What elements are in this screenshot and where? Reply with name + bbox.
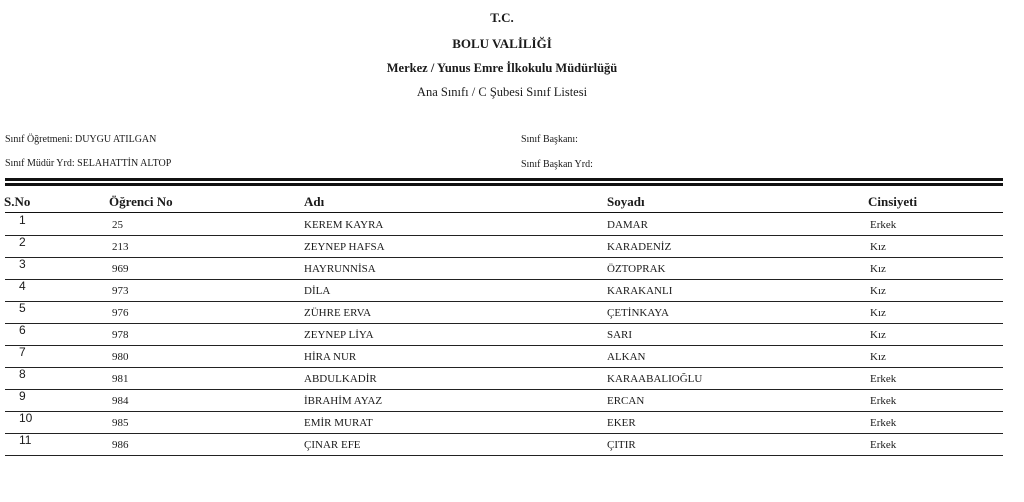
row-student-no: 969 [112, 263, 129, 275]
row-name: KEREM KAYRA [304, 219, 384, 231]
row-student-no: 985 [112, 417, 129, 429]
row-gender: Kız [870, 329, 886, 341]
row-name: İBRAHİM AYAZ [304, 395, 383, 407]
row-surname: EKER [607, 417, 636, 429]
row-sno: 11 [19, 433, 32, 447]
header-line-list-title: Ana Sınıfı / C Şubesi Sınıf Listesi [416, 85, 588, 99]
row-name: DİLA [304, 285, 331, 297]
column-header-surname: Soyadı [607, 194, 645, 209]
table-row [5, 213, 1003, 236]
table-row [5, 367, 1003, 390]
header-rule-top [5, 178, 1003, 181]
header-rule-second [5, 183, 1003, 186]
row-sno: 9 [19, 389, 26, 403]
row-name: HİRA NUR [304, 351, 357, 363]
column-header-sno: S.No [4, 194, 31, 209]
row-surname: KARAABALIOĞLU [607, 373, 703, 385]
header-line-tc: T.C. [490, 10, 514, 25]
row-sno: 7 [19, 345, 26, 359]
row-sno: 5 [19, 301, 26, 315]
header-line-governorship: BOLU VALİLİĞİ [452, 36, 552, 51]
row-surname: SARI [607, 329, 633, 341]
table-row [5, 345, 1003, 368]
row-student-no: 25 [112, 219, 123, 231]
teacher-label: Sınıf Öğretmeni: DUYGU ATILGAN [5, 134, 157, 145]
row-surname: ÇETİNKAYA [607, 307, 669, 319]
row-name: HAYRUNNİSA [304, 263, 376, 275]
row-gender: Kız [870, 285, 886, 297]
row-sno: 8 [19, 367, 26, 381]
table-row [5, 433, 1003, 456]
column-header-student-no: Öğrenci No [109, 194, 173, 209]
row-student-no: 978 [112, 329, 129, 341]
table-row [5, 389, 1003, 412]
row-gender: Erkek [870, 439, 897, 451]
class-president-label: Sınıf Başkanı: [521, 134, 578, 145]
row-surname: ÇITIR [607, 439, 636, 451]
row-gender: Kız [870, 263, 886, 275]
row-student-no: 984 [112, 395, 129, 407]
row-name: ZÜHRE ERVA [304, 307, 372, 319]
row-student-no: 980 [112, 351, 129, 363]
row-sno: 10 [19, 411, 33, 425]
column-header-gender: Cinsiyeti [868, 194, 918, 209]
row-sno: 3 [19, 257, 26, 271]
row-gender: Erkek [870, 373, 897, 385]
table-row [5, 279, 1003, 302]
row-student-no: 213 [112, 241, 129, 253]
row-gender: Kız [870, 351, 886, 363]
vice-president-label: Sınıf Başkan Yrd: [521, 159, 593, 170]
row-sno: 4 [19, 279, 26, 293]
row-student-no: 981 [112, 373, 129, 385]
table-row [5, 235, 1003, 258]
row-surname: ALKAN [607, 351, 646, 363]
row-student-no: 976 [112, 307, 129, 319]
table-row [5, 257, 1003, 280]
header-line-school: Merkez / Yunus Emre İlkokulu Müdürlüğü [386, 61, 618, 75]
row-name: EMİR MURAT [304, 417, 373, 429]
row-sno: 1 [19, 213, 26, 227]
row-sno: 6 [19, 323, 26, 337]
row-gender: Erkek [870, 417, 897, 429]
table-row [5, 411, 1003, 434]
row-sno: 2 [19, 235, 26, 249]
row-surname: ÖZTOPRAK [607, 263, 666, 275]
row-student-no: 986 [112, 439, 129, 451]
row-name: ZEYNEP HAFSA [304, 241, 385, 253]
column-header-name: Adı [304, 194, 325, 209]
row-surname: KARADENİZ [607, 241, 672, 253]
table-row [5, 323, 1003, 346]
assistant-principal-label: Sınıf Müdür Yrd: SELAHATTİN ALTOP [5, 158, 172, 169]
row-surname: KARAKANLI [607, 285, 673, 297]
row-name: ABDULKADİR [304, 373, 377, 385]
table-row [5, 301, 1003, 324]
row-surname: DAMAR [607, 219, 648, 231]
row-gender: Kız [870, 241, 886, 253]
row-gender: Erkek [870, 219, 897, 231]
row-student-no: 973 [112, 285, 129, 297]
row-name: ZEYNEP LİYA [304, 329, 374, 341]
row-gender: Erkek [870, 395, 897, 407]
row-gender: Kız [870, 307, 886, 319]
row-surname: ERCAN [607, 395, 645, 407]
row-name: ÇINAR EFE [304, 439, 361, 451]
